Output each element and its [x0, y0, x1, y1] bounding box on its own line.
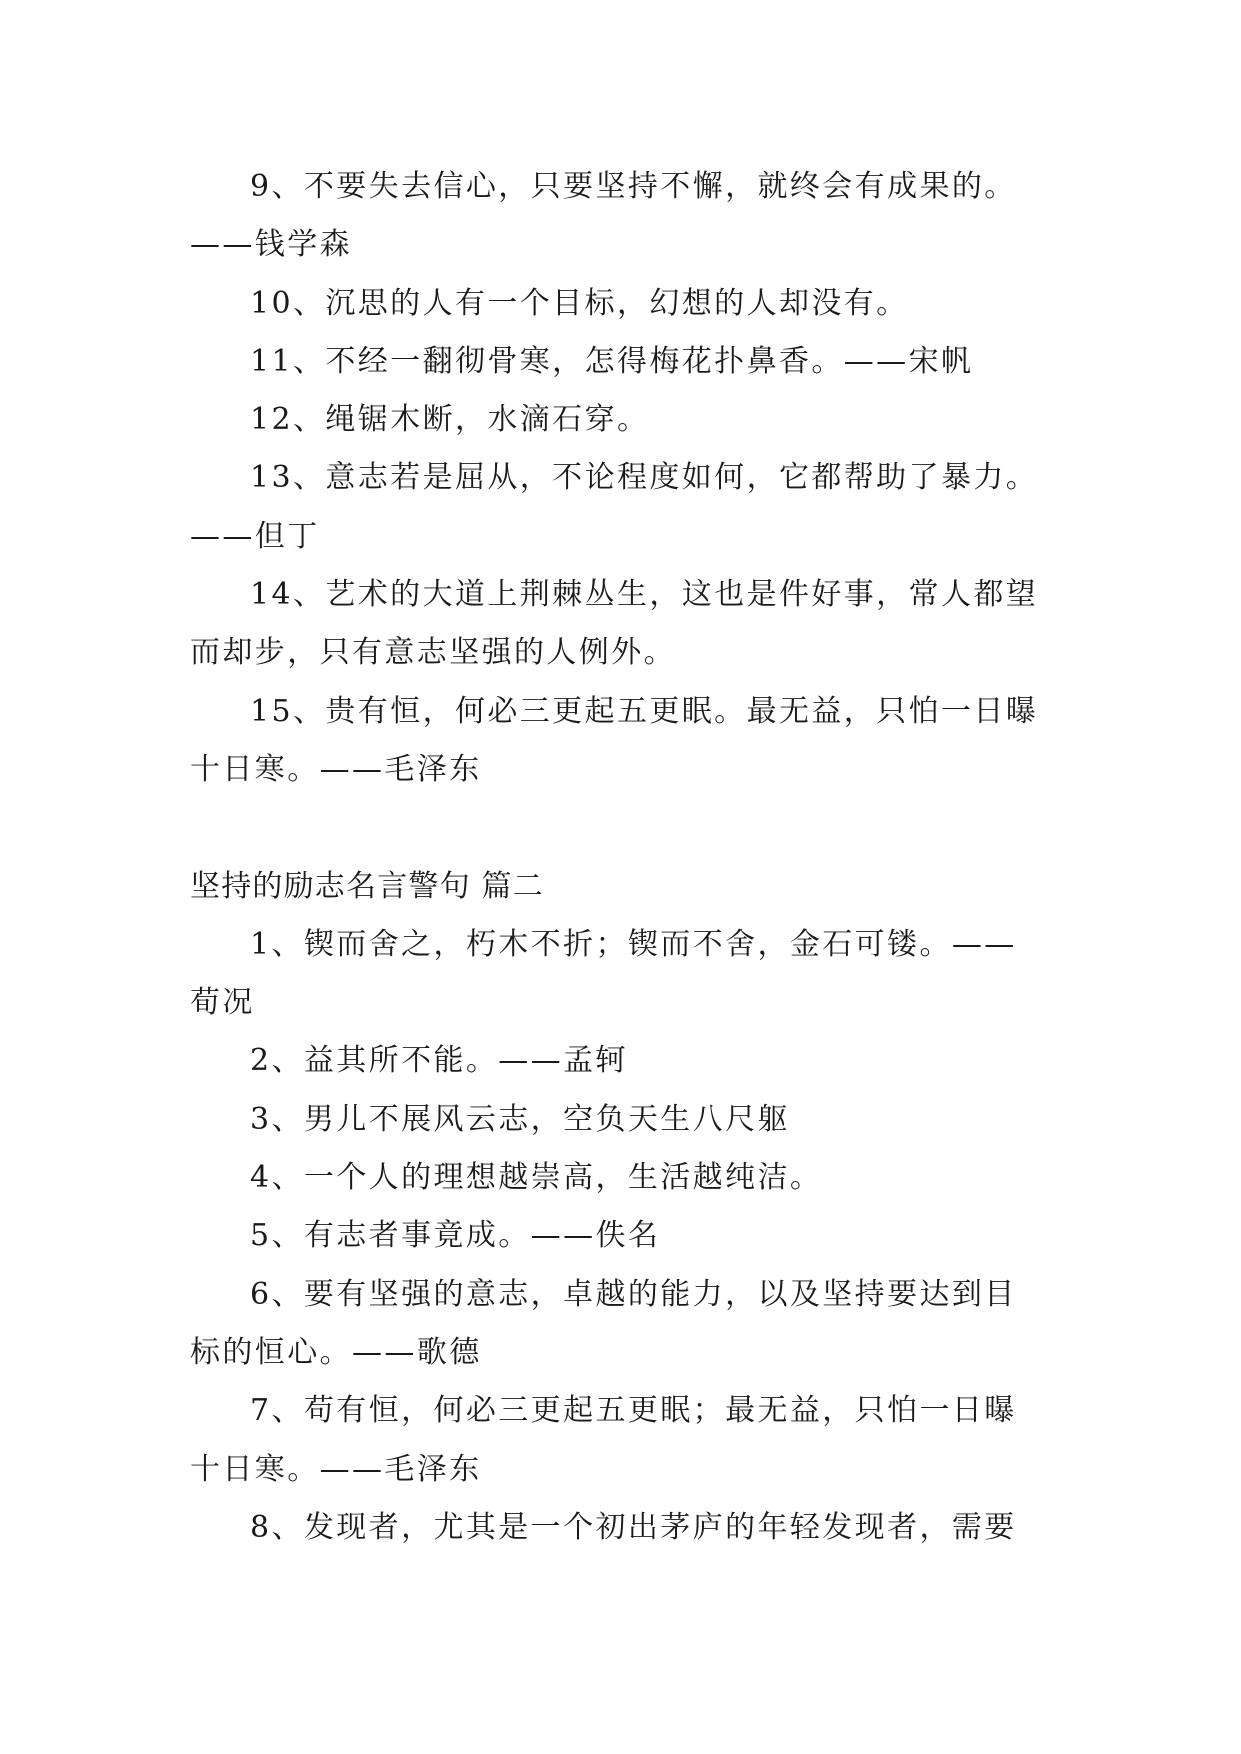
quote-line: 5、有志者事竟成。——佚名: [250, 1218, 661, 1254]
quote-line: 12、绳锯木断，水滴石穿。: [250, 402, 650, 438]
quote-continuation-line: 十日寒。——毛泽东: [190, 1451, 482, 1487]
quote-line: 14、艺术的大道上荆棘丛生，这也是件好事，常人都望: [250, 577, 1039, 613]
section-heading: 坚持的励志名言警句 篇二: [190, 868, 544, 904]
quote-line: 13、意志若是屈从，不论程度如何，它都帮助了暴力。: [250, 460, 1039, 496]
quote-continuation-line: 十日寒。——毛泽东: [190, 751, 482, 787]
quote-line: 4、一个人的理想越崇高，生活越纯洁。: [250, 1160, 823, 1196]
quote-attribution-line: 荀况: [190, 985, 255, 1021]
quote-line: 7、苟有恒，何必三更起五更眠；最无益，只怕一日曝: [250, 1393, 1017, 1429]
quote-line: 6、要有坚强的意志，卓越的能力，以及坚持要达到目: [250, 1276, 1017, 1312]
quote-continuation-line: 标的恒心。——歌德: [190, 1334, 482, 1370]
quote-line: 3、男儿不展风云志，空负天生八尺躯: [250, 1101, 790, 1137]
quote-line: 10、沉思的人有一个目标，幻想的人却没有。: [250, 285, 909, 321]
quote-line: 2、益其所不能。——孟轲: [250, 1043, 628, 1079]
document-body: [190, 158, 1070, 1557]
quote-line: 9、不要失去信心，只要坚持不懈，就终会有成果的。: [250, 169, 1017, 204]
quote-attribution-line: ——钱学森: [190, 227, 352, 263]
section-gap: [190, 799, 1070, 857]
quote-continuation-line: 而却步，只有意志坚强的人例外。: [190, 635, 676, 671]
quote-line: 8、发现者，尤其是一个初出茅庐的年轻发现者，需要: [250, 1509, 1017, 1545]
quote-line: 15、贵有恒，何必三更起五更眠。最无益，只怕一日曝: [250, 693, 1039, 729]
quote-attribution-line: ——但丁: [190, 518, 320, 554]
quote-line: 11、不经一翻彻骨寒，怎得梅花扑鼻香。——宋帆: [250, 343, 974, 379]
quote-line: 1、锲而舍之，朽木不折；锲而不舍，金石可镂。——: [250, 926, 1017, 962]
